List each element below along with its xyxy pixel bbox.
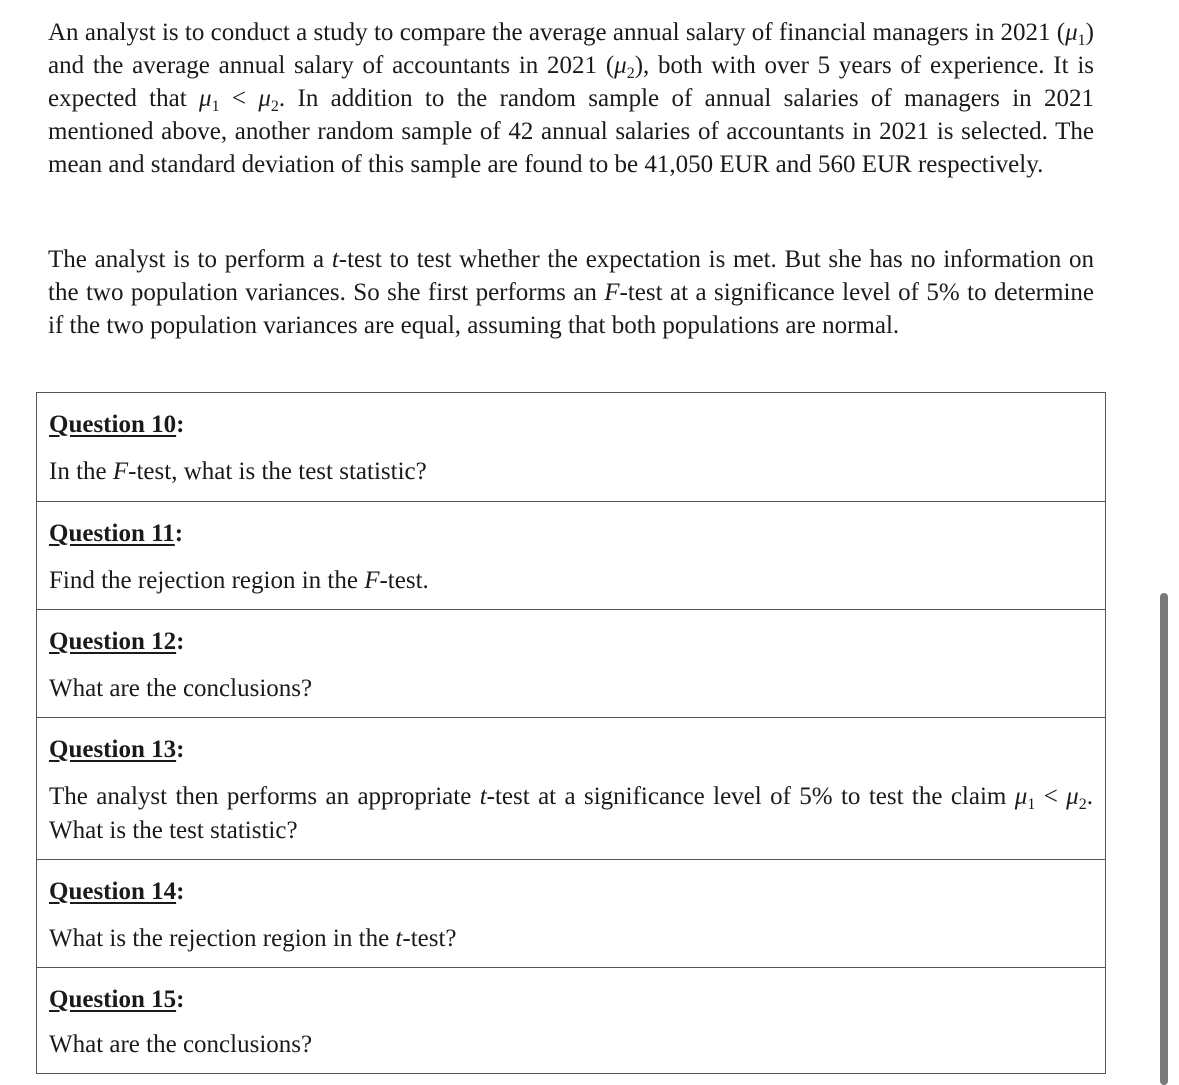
question-15-text: What are the conclusions? [49,1031,313,1058]
question-13-box [37,717,1105,859]
question-12-box [37,609,1105,717]
question-10-title: Question 10: [49,411,185,438]
question-14-text: What is the rejection region in the t-test? [49,925,457,952]
question-11-box [37,501,1105,609]
question-15-box [37,967,1105,1073]
question-12-title: Question 12: [49,628,185,655]
analysis-paragraph: The analyst is to perform a t-test to test whether the expectation is met. But she has no information on the two population variances. So she first performs an F-test at a significance level of 5% to determine if the two population variances are equal, assuming that both populations are normal. [48,246,1094,339]
question-14-box [37,859,1105,967]
question-12-text: What are the conclusions? [49,675,313,702]
question-11-text: Find the rejection region in the F-test. [49,567,429,594]
question-13-title: Question 13: [49,736,185,763]
question-10-text: In the F-test, what is the test statistic? [49,458,427,485]
questions-table [36,392,1106,1074]
question-13-text: The analyst then performs an appropriate t-test at a significance level of 5% to test the claim $\mu_1 < \mu_2$. What is the test statistic? [49,783,1093,844]
question-10-box [37,393,1105,501]
vertical-scrollbar[interactable] [1160,593,1168,1085]
question-14-title: Question 14: [49,878,185,905]
question-15-title: Question 15: [49,986,185,1013]
intro-paragraph: An analyst is to conduct a study to compare the average annual salary of financial managers in 2021 $(\mu_1)$ and the average annual salary of accountants in 2021 $(\mu_2)$, both with over 5 years of experience. It is expected that $\mu_1 < \mu_2$. In addition to the random sample of annual salaries of managers in 2021 mentioned above, another random sample of 42 annual salaries of accountants in 2021 is selected. The mean and standard deviation of this sample are found to be 41,050 EUR and 560 EUR respectively. [48,19,1094,178]
question-11-title: Question 11: [49,520,184,547]
